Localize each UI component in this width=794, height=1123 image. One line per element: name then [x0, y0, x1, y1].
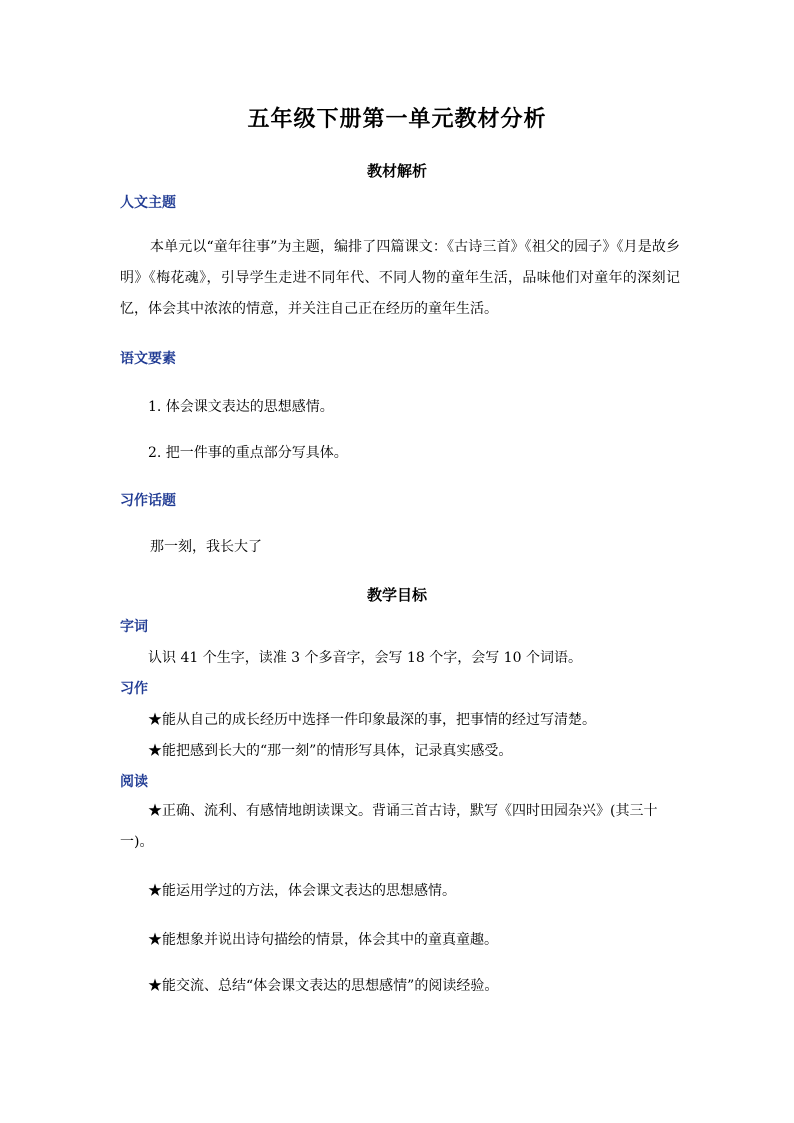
words-text: 认识 41 个生字，读准 3 个多音字，会写 18 个字，会写 10 个词语。 — [148, 650, 582, 666]
reading-goal-3: ★能想象并说出诗句描绘的情景，体会其中的童真童趣。 — [148, 932, 498, 948]
language-item-2: 2. 把一件事的重点部分写具体。 — [148, 445, 348, 461]
heading-language-elements: 语文要素 — [120, 351, 176, 367]
reading-goal-2: ★能运用学过的方法，体会课文表达的思想感情。 — [148, 883, 456, 899]
heading-writing-topic: 习作话题 — [120, 493, 176, 509]
section-title-goals: 教学目标 — [366, 586, 427, 604]
heading-writing: 习作 — [120, 681, 148, 697]
language-item-1: 1. 体会课文表达的思想感情。 — [148, 399, 334, 415]
document-title: 五年级下册第一单元教材分析 — [247, 106, 547, 132]
writing-goal-2: ★能把感到长大的“那一刻”的情形写具体，记录真实感受。 — [148, 743, 513, 759]
heading-theme: 人文主题 — [120, 195, 176, 211]
writing-topic-text: 那一刻，我长大了 — [150, 539, 262, 555]
heading-words: 字词 — [120, 619, 148, 635]
reading-goal-4: ★能交流、总结“体会课文表达的思想感情”的阅读经验。 — [148, 978, 499, 994]
reading-goal-1: ★正确、流利、有感情地朗读课文。背诵三首古诗，默写《四时田园杂兴》(其三十一)。 — [120, 803, 658, 850]
heading-reading: 阅读 — [120, 774, 148, 790]
section-title-analysis: 教材解析 — [366, 162, 427, 180]
theme-paragraph: 本单元以“童年往事”为主题，编排了四篇课文：《古诗三首》《祖父的园子》《月是故乡明》《梅花魂》，引导学生走进不同年代、不同人物的童年生活，品味他们对童年的深刻记忆，体会其中浓浓的情意，并关注自己正在经历的童年生活。 — [120, 239, 680, 317]
writing-goal-1: ★能从自己的成长经历中选择一件印象最深的事，把事情的经过写清楚。 — [148, 712, 596, 728]
